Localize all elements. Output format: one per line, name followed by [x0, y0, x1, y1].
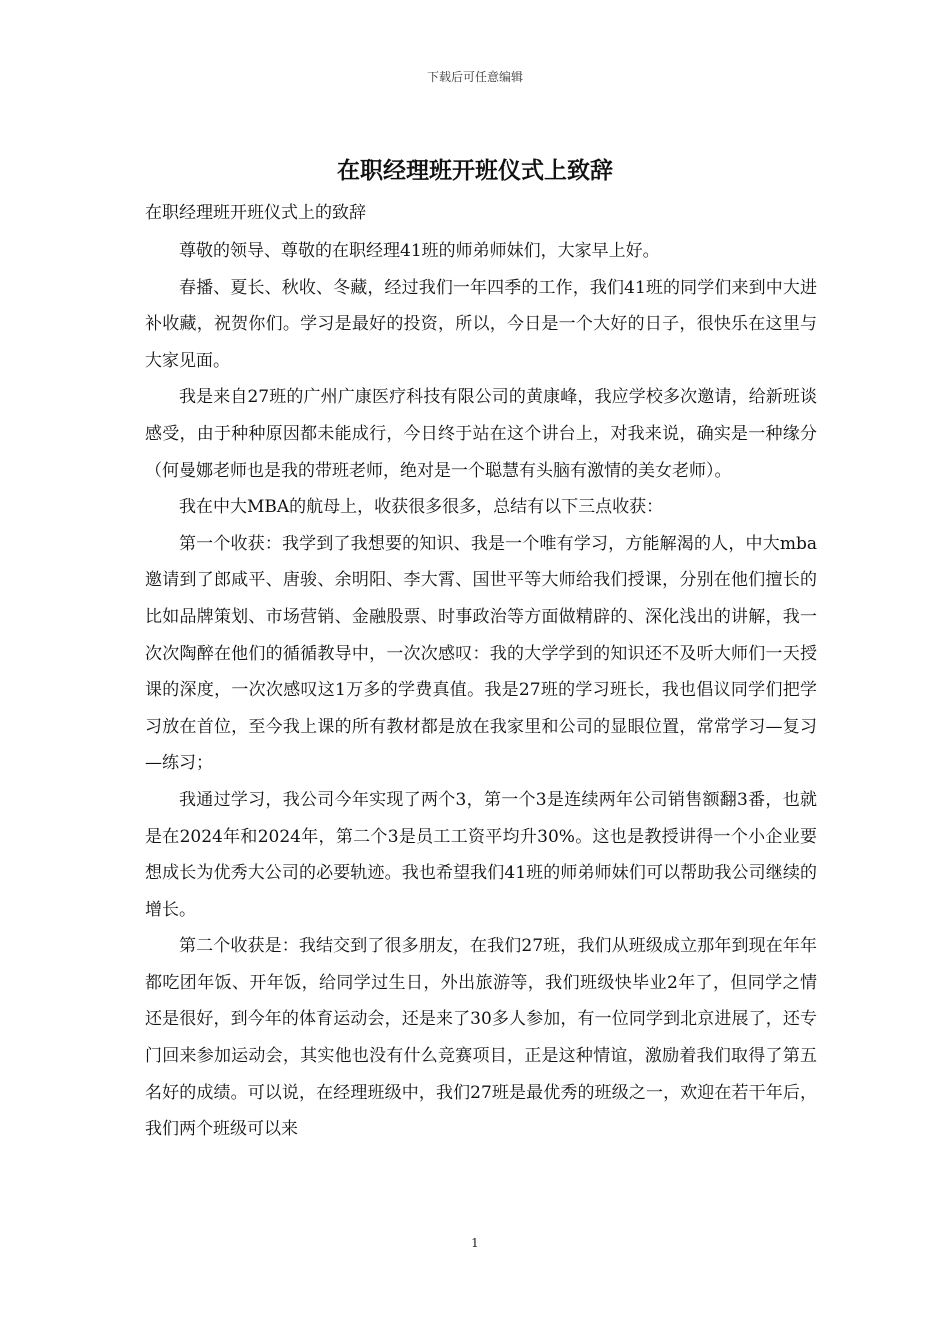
paragraph-greeting: 尊敬的领导、尊敬的在职经理41班的师弟师妹们，大家早上好。 — [179, 241, 660, 261]
document-body — [145, 198, 817, 1148]
paragraph-congratulations: 春播、夏长、秋收、冬藏，经过我们一年四季的工作，我们41班的同学们来到中大进补收藏，祝贺你们。学习是最好的投资，所以，今日是一个大好的日子，很快乐在这里与大家见面。 — [145, 277, 817, 371]
paragraph-first-harvest: 第一个收获：我学到了我想要的知识、我是一个唯有学习，方能解渴的人，中大mba邀请到了郎咸平、唐骏、余明阳、李大霄、国世平等大师给我们授课，分别在他们擅长的比如品牌策划、市场营销、金融股票、时事政治等方面做精辟的、深化浅出的讲解，我一次次陶醉在他们的循循教导中，一次次感叹：我的大学学到的知识还不及听大师们一天授课的深度，一次次感叹这1万多的学费真值。我是27班的学习班长，我也倡议同学们把学习放在首位，至今我上课的所有教材都是放在我家里和公司的显眼位置，常常学习—复习—练习； — [145, 533, 817, 774]
document-title: 在职经理班开班仪式上致辞 — [337, 158, 613, 184]
paragraph-second-harvest: 第二个收获是：我结交到了很多朋友，在我们27班，我们从班级成立那年到现在年年都吃团年饭、开年饭，给同学过生日，外出旅游等，我们班级快毕业2年了，但同学之情还是很好，到今年的体育运动会，还是来了30多人参加，有一位同学到北京进展了，还专门回来参加运动会，其实他也没有什么竞赛项目，正是这种情谊，激励着我们取得了第五名好的成绩。可以说，在经理班级中，我们27班是最优秀的班级之一，欢迎在若干年后，我们两个班级可以来 — [145, 936, 817, 1140]
page-number: 1 — [471, 1236, 479, 1250]
document-subtitle: 在职经理班开班仪式上的致辞 — [145, 203, 366, 223]
paragraph-harvest-summary: 我在中大MBA的航母上，收获很多很多，总结有以下三点收获： — [179, 497, 664, 518]
header-note: 下载后可任意编辑 — [426, 70, 523, 84]
paragraph-company-growth: 我通过学习，我公司今年实现了两个3，第一个3是连续两年公司销售额翻3番，也就是在2024年和2024年，第二个3是员工工资平均升30%。这也是教授讲得一个小企业要想成长为优秀大公司的必要轨迹。我也希望我们41班的师弟师妹们可以帮助我公司继续的增长。 — [145, 789, 817, 920]
paragraph-self-introduction: 我是来自27班的广州广康医疗科技有限公司的黄康峰，我应学校多次邀请，给新班谈感受，由于种种原因都未能成行，今日终于站在这个讲台上，对我来说，确实是一种缘分（何曼娜老师也是我的带班老师，绝对是一个聪慧有头脑有激情的美女老师）。 — [145, 387, 817, 481]
